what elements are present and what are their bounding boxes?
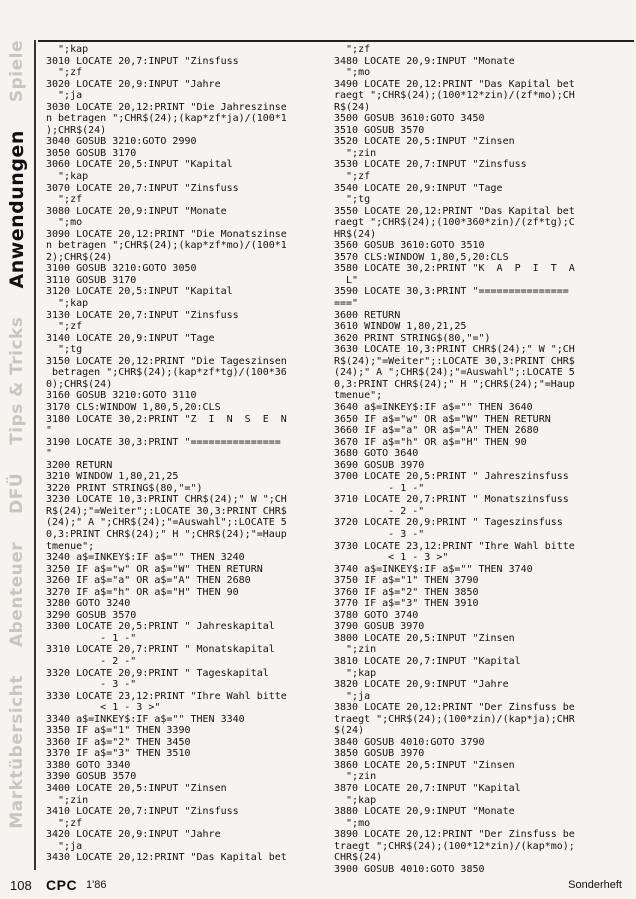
code-line: 3120 LOCATE 20,5:INPUT "Kapital — [46, 286, 233, 298]
code-line: 3250 IF a$="w" OR a$="W" THEN RETURN — [46, 563, 263, 575]
code-line: 3070 LOCATE 20,7:INPUT "Zinsfuss — [46, 182, 239, 194]
code-line: 3010 LOCATE 20,7:INPUT "Zinsfuss — [46, 55, 239, 67]
code-line: 3480 LOCATE 20,9:INPUT "Monate — [334, 55, 515, 67]
code-line: ";kap — [334, 794, 377, 806]
code-line: ";mo — [334, 817, 371, 829]
code-line: 3760 IF a$="2" THEN 3850 — [334, 586, 479, 598]
code-line: raegt ";CHR$(24);(100*12*zin)/(zf*mo);CH — [334, 90, 575, 102]
special-edition-label: Sonderheft — [568, 879, 622, 891]
code-line: 3810 LOCATE 20,7:INPUT "Kapital — [334, 655, 521, 667]
code-line: R$(24);"=Weiter";:LOCATE 30,3:PRINT CHR$ — [334, 355, 575, 367]
code-line: 3770 IF a$="3" THEN 3910 — [334, 598, 479, 610]
code-line: 0);CHR$(24) — [46, 378, 113, 390]
code-line: 3230 LOCATE 10,3:PRINT CHR$(24);" W ";CH — [46, 494, 287, 506]
code-line: );CHR$(24) — [46, 124, 107, 136]
code-line: 3500 GOSUB 3610:GOTO 3450 — [334, 113, 485, 125]
code-line: ";kap — [46, 44, 89, 55]
code-line: 3320 LOCATE 20,9:PRINT " Tageskapital — [46, 667, 269, 679]
column-divider — [34, 40, 36, 870]
code-line: ";mo — [46, 217, 83, 229]
code-line: CHR$(24) — [334, 852, 383, 864]
section-tab-tips-tricks: Tips & Tricks — [7, 316, 27, 445]
code-line: 3520 LOCATE 20,5:INPUT "Zinsen — [334, 136, 515, 148]
code-line: ";zf — [46, 67, 83, 79]
section-tab-list — [0, 40, 34, 870]
code-line: ";tg — [334, 194, 371, 206]
code-line: 3050 GOSUB 3170 — [46, 147, 137, 159]
code-line: " — [46, 425, 53, 437]
code-line: ";kap — [46, 298, 89, 310]
code-line: 3140 LOCATE 20,9:INPUT "Tage — [46, 332, 215, 344]
code-line: 3190 LOCATE 30,3:PRINT "=============== — [46, 436, 281, 448]
code-line: 3630 LOCATE 10,3:PRINT CHR$(24);" W ";CH — [334, 344, 575, 356]
code-line: 3600 RETURN — [334, 309, 401, 321]
section-tab-strip — [0, 40, 34, 870]
code-line: n betragen ";CHR$(24);(kap*zf*ja)/(100*1 — [46, 113, 287, 125]
code-line: - 1 -" — [334, 482, 425, 494]
code-line: 3660 IF a$="a" OR a$="A" THEN 2680 — [334, 425, 539, 437]
section-tab-anwendungen: Anwendungen — [6, 130, 28, 289]
code-line: raegt ";CHR$(24);(100*360*zin)/(zf*tg);C — [334, 217, 575, 229]
section-tab-markt-bersicht: Marktübersicht — [7, 675, 27, 829]
code-line: 3060 LOCATE 20,5:INPUT "Kapital — [46, 159, 233, 171]
code-line: 3430 LOCATE 20,12:PRINT "Das Kapital bet — [46, 852, 287, 864]
code-line: 3160 GOSUB 3210:GOTO 3110 — [46, 390, 197, 402]
code-line: ";zf — [46, 321, 83, 333]
code-line: - 3 -" — [334, 528, 425, 540]
code-line: 3680 GOTO 3640 — [334, 448, 419, 460]
code-listing-left — [46, 44, 338, 864]
code-line: ";zin — [334, 644, 377, 656]
code-line: 3380 GOTO 3340 — [46, 759, 131, 771]
code-line: traegt ";CHR$(24);(100*zin)/(kap*ja);CHR — [334, 713, 575, 725]
code-line: 3360 IF a$="2" THEN 3450 — [46, 736, 191, 748]
code-line: 3890 LOCATE 20,12:PRINT "Der Zinsfuss be — [334, 829, 575, 841]
code-line: 3800 LOCATE 20,5:INPUT "Zinsen — [334, 632, 515, 644]
code-line: 3590 LOCATE 30,3:PRINT "=============== — [334, 286, 569, 298]
code-line: 3880 LOCATE 20,9:INPUT "Monate — [334, 806, 515, 818]
code-line: 3540 LOCATE 20,9:INPUT "Tage — [334, 182, 503, 194]
code-line: 3270 IF a$="h" OR a$="H" THEN 90 — [46, 586, 239, 598]
code-line: 3850 GOSUB 3970 — [334, 748, 425, 760]
code-line: ";zin — [46, 794, 89, 806]
code-line: 3410 LOCATE 20,7:INPUT "Zinsfuss — [46, 806, 239, 818]
code-line: 3830 LOCATE 20,12:PRINT "Der Zinsfuss be — [334, 702, 575, 714]
code-line: 3490 LOCATE 20,12:PRINT "Das Kapital bet — [334, 78, 575, 90]
code-line: 3710 LOCATE 20,7:PRINT " Monatszinsfuss — [334, 494, 569, 506]
code-line: 3180 LOCATE 30,2:PRINT "Z I N S E N — [46, 413, 287, 425]
code-line: 3400 LOCATE 20,5:INPUT "Zinsen — [46, 783, 227, 794]
code-line: HR$(24) — [334, 228, 377, 240]
code-line: 3550 LOCATE 20,12:PRINT "Das Kapital bet — [334, 205, 575, 217]
code-line: ";mo — [334, 67, 371, 79]
code-line: 3150 LOCATE 20,12:PRINT "Die Tageszinsen — [46, 355, 287, 367]
code-line: 3240 a$=INKEY$:IF a$="" THEN 3240 — [46, 552, 245, 564]
code-line: ===" — [334, 298, 359, 310]
code-line: 3080 LOCATE 20,9:INPUT "Monate — [46, 205, 227, 217]
code-line: 3700 LOCATE 20,5:PRINT " Jahreszinsfuss — [334, 471, 569, 483]
code-line: 3860 LOCATE 20,5:INPUT "Zinsen — [334, 759, 515, 771]
code-line: (24);" A ";CHR$(24);"=Auswahl";:LOCATE 5 — [334, 367, 575, 379]
code-line: 3650 IF a$="w" OR a$="W" THEN RETURN — [334, 413, 551, 425]
code-line: 3020 LOCATE 20,9:INPUT "Jahre — [46, 78, 221, 90]
code-line: 3580 LOCATE 30,2:PRINT "K A P I T A — [334, 263, 575, 275]
code-line: 3390 GOSUB 3570 — [46, 771, 137, 783]
code-line: 3210 WINDOW 1,80,21,25 — [46, 471, 179, 483]
code-line: 3900 GOSUB 4010:GOTO 3850 — [334, 863, 485, 875]
code-line: - 2 -" — [46, 655, 137, 667]
code-line: < 1 - 3 >" — [46, 702, 161, 714]
code-line: traegt ";CHR$(24);(100*12*zin)/(kap*mo); — [334, 840, 575, 852]
code-line: 3820 LOCATE 20,9:INPUT "Jahre — [334, 679, 509, 691]
section-tab-spiele: Spiele — [7, 40, 27, 103]
code-line: L" — [334, 274, 359, 286]
code-line: 3030 LOCATE 20,12:PRINT "Die Jahreszinse — [46, 101, 287, 113]
code-line: 3170 CLS:WINDOW 1,80,5,20:CLS — [46, 401, 221, 413]
code-line: 3780 GOTO 3740 — [334, 609, 419, 621]
code-line: 3220 PRINT STRING$(80,"=") — [46, 482, 203, 494]
code-line: 3300 LOCATE 20,5:PRINT " Jahreskapital — [46, 621, 275, 633]
code-line: 3310 LOCATE 20,7:PRINT " Monatskapital — [46, 644, 275, 656]
code-line: 3130 LOCATE 20,7:INPUT "Zinsfuss — [46, 309, 239, 321]
code-line: 0,3:PRINT CHR$(24);" H ";CHR$(24);"=Haup — [46, 528, 287, 540]
top-rule — [38, 40, 634, 42]
code-line: 3510 GOSUB 3570 — [334, 124, 425, 136]
code-line: tmenue"; — [46, 540, 95, 552]
code-line: ";zin — [334, 147, 377, 159]
code-line: 3740 a$=INKEY$:IF a$="" THEN 3740 — [334, 563, 533, 575]
code-line: ";kap — [334, 667, 377, 679]
code-line: 3530 LOCATE 20,7:INPUT "Zinsfuss — [334, 159, 527, 171]
code-line: 2);CHR$(24) — [46, 251, 113, 263]
code-line: 0,3:PRINT CHR$(24);" H ";CHR$(24);"=Haup — [334, 378, 575, 390]
code-line: - 1 -" — [46, 632, 137, 644]
code-line: 3290 GOSUB 3570 — [46, 609, 137, 621]
code-line: R$(24) — [334, 101, 371, 113]
code-line: 3730 LOCATE 23,12:PRINT "Ihre Wahl bitte — [334, 540, 575, 552]
code-line: 3370 IF a$="3" THEN 3510 — [46, 748, 191, 760]
code-line: R$(24);"=Weiter";:LOCATE 30,3:PRINT CHR$ — [46, 505, 287, 517]
code-line: ";zf — [46, 817, 83, 829]
code-line: tmenue"; — [334, 390, 383, 402]
code-line: 3260 IF a$="a" OR a$="A" THEN 2680 — [46, 575, 251, 587]
code-line: ";zin — [334, 771, 377, 783]
code-line: - 3 -" — [46, 679, 137, 691]
code-line: 3870 LOCATE 20,7:INPUT "Kapital — [334, 783, 521, 794]
code-line: " — [46, 448, 53, 460]
section-tab-df: DFÜ — [7, 472, 27, 514]
code-line: 3670 IF a$="h" OR a$="H" THEN 90 — [334, 436, 527, 448]
code-line: 3110 GOSUB 3170 — [46, 274, 137, 286]
code-line: n betragen ";CHR$(24);(kap*zf*mo)/(100*1 — [46, 240, 287, 252]
page-number: 108 — [10, 878, 32, 893]
code-line: betragen ";CHR$(24);(kap*zf*tg)/(100*36 — [46, 367, 287, 379]
code-line: ";ja — [334, 690, 371, 702]
code-line: 3610 WINDOW 1,80,21,25 — [334, 321, 467, 333]
code-line: 3720 LOCATE 20,9:PRINT " Tageszinsfuss — [334, 517, 563, 529]
code-line: 3640 a$=INKEY$:IF a$="" THEN 3640 — [334, 401, 533, 413]
code-line: 3620 PRINT STRING$(80,"=") — [334, 332, 491, 344]
code-line: ";ja — [46, 90, 83, 102]
code-line: 3750 IF a$="1" THEN 3790 — [334, 575, 479, 587]
code-line: ";zf — [334, 44, 371, 55]
code-line: ";tg — [46, 344, 83, 356]
code-line: < 1 - 3 >" — [334, 552, 449, 564]
magazine-name: CPC — [46, 877, 78, 893]
code-line: 3280 GOTO 3240 — [46, 598, 131, 610]
code-line: (24);" A ";CHR$(24);"=Auswahl";:LOCATE 5 — [46, 517, 287, 529]
code-line: 3340 a$=INKEY$:IF a$="" THEN 3340 — [46, 713, 245, 725]
code-line: 3790 GOSUB 3970 — [334, 621, 425, 633]
code-line: 3420 LOCATE 20,9:INPUT "Jahre — [46, 829, 221, 841]
code-listing-right — [334, 44, 626, 876]
code-line: ";zf — [334, 171, 371, 183]
code-line: 3040 GOSUB 3210:GOTO 2990 — [46, 136, 197, 148]
code-line: ";zf — [46, 194, 83, 206]
code-line: - 2 -" — [334, 505, 425, 517]
page-footer — [0, 872, 636, 899]
code-line: ";kap — [46, 171, 89, 183]
code-line: 3090 LOCATE 20,12:PRINT "Die Monatszinse — [46, 228, 287, 240]
code-line: $(24) — [334, 725, 365, 737]
code-line: 3840 GOSUB 4010:GOTO 3790 — [334, 736, 485, 748]
code-line: 3560 GOSUB 3610:GOTO 3510 — [334, 240, 485, 252]
code-line: 3570 CLS:WINDOW 1,80,5,20:CLS — [334, 251, 509, 263]
code-line: 3350 IF a$="1" THEN 3390 — [46, 725, 191, 737]
code-line: 3330 LOCATE 23,12:PRINT "Ihre Wahl bitte — [46, 690, 287, 702]
section-tab-abenteuer: Abenteuer — [7, 541, 27, 648]
issue-label: 1'86 — [86, 879, 107, 891]
code-line: 3200 RETURN — [46, 459, 113, 471]
code-line: 3100 GOSUB 3210:GOTO 3050 — [46, 263, 197, 275]
code-line: ";ja — [46, 840, 83, 852]
code-line: 3690 GOSUB 3970 — [334, 459, 425, 471]
